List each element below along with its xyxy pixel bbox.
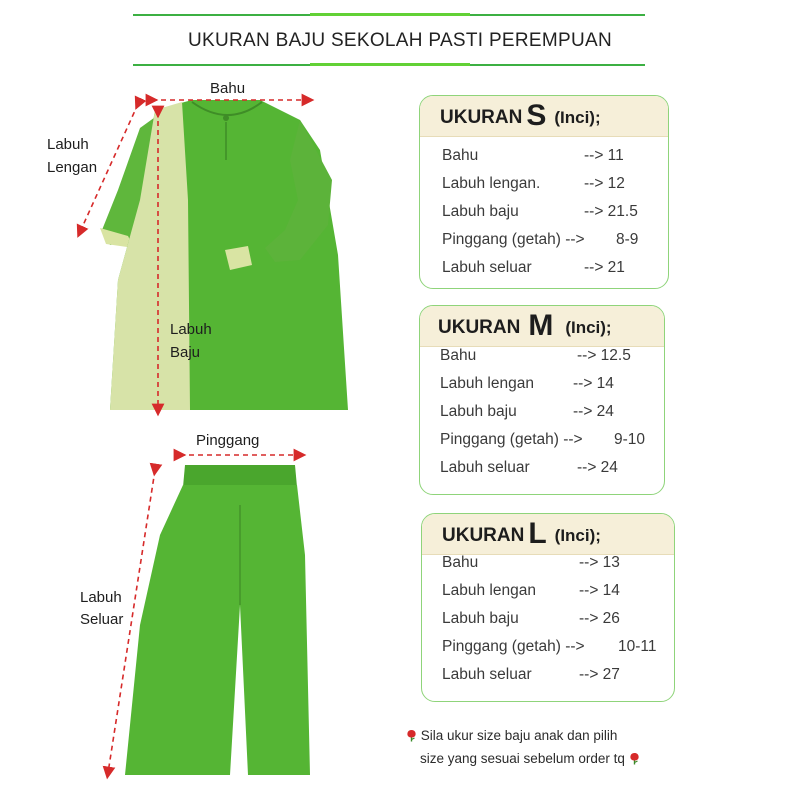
baju-illustration <box>70 80 370 425</box>
note-line-2 <box>420 751 640 766</box>
row-label: Labuh lengan <box>440 375 534 392</box>
row-value: --> 12.5 <box>577 347 631 364</box>
bahu-label: Bahu <box>210 80 246 97</box>
size-unit: (Inci); <box>554 108 601 127</box>
note-text-line-1: Sila ukur size baju anak dan pilih <box>420 728 618 743</box>
row-value: --> 24 <box>573 403 614 420</box>
size-card-title <box>440 96 601 136</box>
size-unit: (Inci); <box>565 318 612 337</box>
row-value: --> 14 <box>573 375 614 392</box>
row-label: Labuh baju <box>440 403 517 420</box>
size-row <box>442 175 658 199</box>
row-label: Labuh lengan <box>442 582 536 599</box>
labuh-seluar-label-line2: Seluar <box>80 611 124 628</box>
size-row <box>440 431 654 455</box>
size-card-header <box>420 96 668 137</box>
row-value: --> 21.5 <box>584 203 638 220</box>
size-unit: (Inci); <box>554 526 601 545</box>
size-title-word: UKURAN <box>438 317 521 338</box>
row-label: Labuh seluar <box>442 259 532 276</box>
row-label: Pinggang (getah) --> <box>442 638 585 655</box>
size-row <box>442 231 658 255</box>
page-title: UKURAN BAJU SEKOLAH PASTI PEREMPUAN <box>187 30 613 51</box>
size-card-s <box>419 95 669 289</box>
header-rule-bottom-accent <box>310 63 470 66</box>
size-card-header <box>420 306 664 347</box>
size-letter: L <box>528 517 547 550</box>
rose-icon <box>629 752 640 765</box>
size-row <box>442 638 664 662</box>
row-value: --> 24 <box>577 459 618 476</box>
row-label: Pinggang (getah) --> <box>442 231 585 248</box>
size-row <box>442 666 664 690</box>
note-line-1 <box>406 728 617 743</box>
size-letter: S <box>526 99 547 132</box>
size-row <box>442 610 664 634</box>
row-value: 8-9 <box>616 231 639 248</box>
size-card-m <box>419 305 665 495</box>
seluar-body <box>125 485 310 775</box>
size-row <box>442 203 658 227</box>
row-value: --> 11 <box>584 147 624 164</box>
row-label: Labuh seluar <box>442 666 532 683</box>
size-row <box>442 554 664 578</box>
size-title-word: UKURAN <box>442 525 525 546</box>
labuh-seluar-label-line1: Labuh <box>80 589 122 606</box>
row-label: Bahu <box>442 554 479 571</box>
row-label: Pinggang (getah) --> <box>440 431 583 448</box>
size-row <box>440 403 654 427</box>
size-row <box>442 582 664 606</box>
labuh-baju-label-line1: Labuh <box>170 321 212 338</box>
labuh-baju-label-line2: Baju <box>170 344 201 361</box>
size-card-title <box>442 514 601 554</box>
row-value: --> 12 <box>584 175 625 192</box>
row-label: Bahu <box>440 347 477 364</box>
header-rule-top-accent <box>310 13 470 16</box>
row-label: Labuh seluar <box>440 459 530 476</box>
row-value: 9-10 <box>614 431 646 448</box>
row-value: --> 13 <box>579 554 620 571</box>
rose-icon <box>406 729 417 742</box>
size-row <box>442 259 658 283</box>
row-value: --> 26 <box>579 610 620 627</box>
row-value: 10-11 <box>618 638 657 655</box>
size-row <box>440 459 654 483</box>
labuh-lengan-label-line2: Lengan <box>47 159 98 176</box>
size-letter: M <box>528 309 554 342</box>
labuh-lengan-label-line1: Labuh <box>47 136 89 153</box>
note-text-line-2: size yang sesuai sebelum order tq <box>420 751 625 766</box>
size-row <box>442 147 658 171</box>
seluar-waistband <box>183 465 297 487</box>
size-title-word: UKURAN <box>440 107 523 128</box>
size-card-title <box>438 306 612 346</box>
size-row <box>440 347 654 371</box>
row-value: --> 14 <box>579 582 620 599</box>
size-card-l <box>421 513 675 702</box>
row-label: Labuh baju <box>442 203 519 220</box>
row-label: Labuh baju <box>442 610 519 627</box>
row-value: --> 27 <box>579 666 620 683</box>
row-label: Labuh lengan. <box>442 175 541 192</box>
baju-button <box>223 115 229 121</box>
seluar-illustration <box>100 445 330 785</box>
row-value: --> 21 <box>584 259 625 276</box>
row-label: Bahu <box>442 147 479 164</box>
pinggang-label: Pinggang <box>196 432 260 449</box>
size-row <box>440 375 654 399</box>
size-card-header <box>422 514 674 555</box>
